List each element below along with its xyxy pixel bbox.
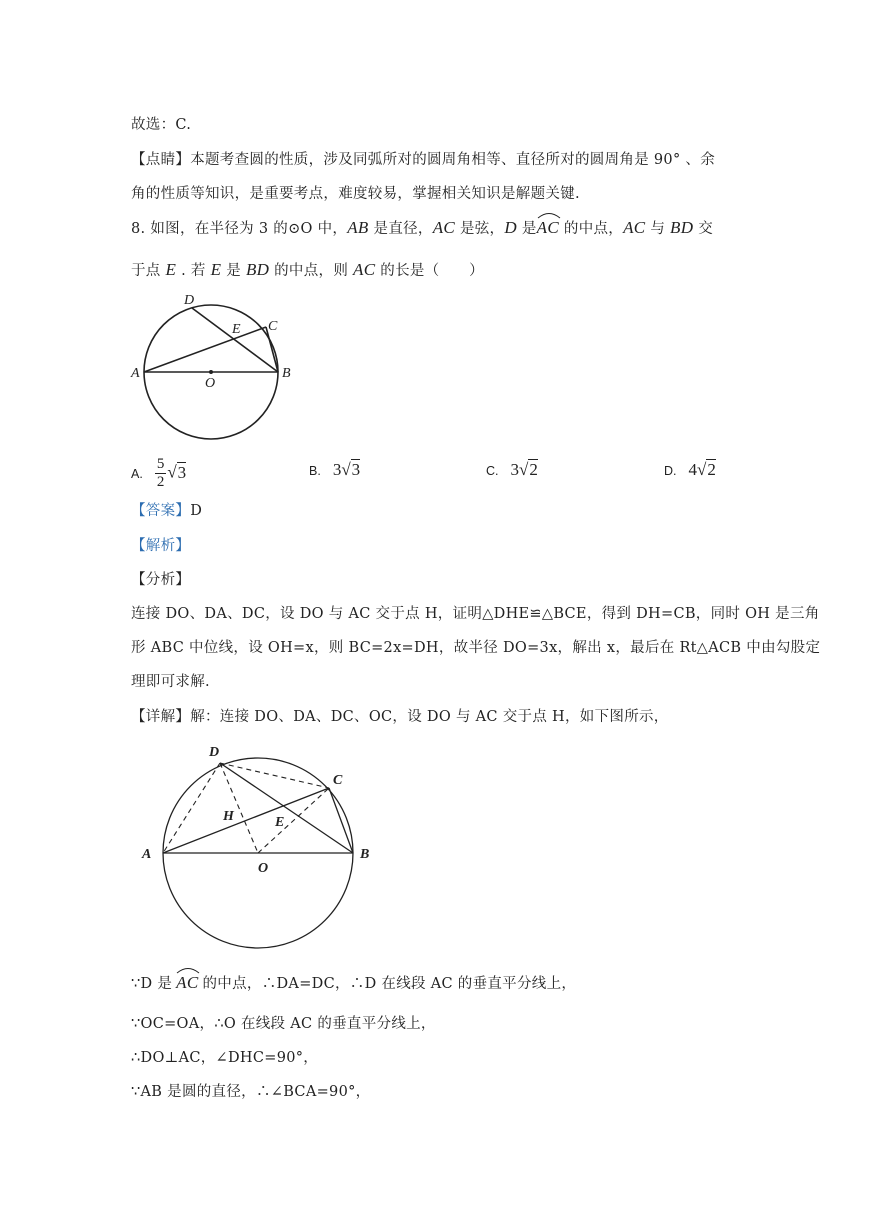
math-var: AC: [432, 218, 456, 237]
label-B: B: [360, 847, 370, 862]
math-var: AC: [536, 218, 559, 237]
math-var: D: [504, 218, 517, 237]
text: 的长是（ ）: [375, 263, 484, 279]
option-c[interactable]: [486, 460, 538, 480]
math-var: AC: [176, 973, 199, 992]
option-a[interactable]: [131, 456, 186, 491]
math-var: AC: [353, 260, 376, 279]
option-label: C.: [486, 464, 499, 478]
sqrt-sign: √: [519, 460, 529, 479]
text: 与: [645, 221, 671, 237]
text: . 若: [176, 263, 211, 279]
answer-tag: 【答案】: [131, 503, 191, 519]
math-var: AC: [623, 218, 646, 237]
math-var: BD: [245, 260, 270, 279]
sqrt-sign: √: [341, 460, 351, 479]
option-b[interactable]: [309, 460, 360, 480]
text: 是弦，: [455, 221, 505, 237]
label-O: O: [258, 861, 269, 876]
sqrt-sign: √: [167, 462, 177, 482]
question-8-line-1: [131, 217, 713, 238]
analysis-tag: 【解析】: [131, 538, 191, 554]
geometry-figure-1: [128, 290, 308, 450]
coefficient: 4: [688, 460, 697, 479]
text-line: 角的性质等知识，是重要考点，难度较易，掌握相关知识是解题关键.: [131, 186, 580, 202]
label-E: E: [232, 322, 241, 337]
radicand: 2: [529, 460, 538, 479]
math-var: E: [165, 260, 177, 279]
label-O: O: [205, 376, 216, 391]
text-line: 形 ABC 中位线，设 OH=x，则 BC=2x=DH，故半径 DO=3x，解出 x，最后在 Rt△ACB 中由勾股定: [131, 640, 821, 656]
option-d[interactable]: [664, 460, 716, 480]
math-var: BD: [670, 218, 694, 237]
step-line: ∴DO⊥AC，∠DHC=90°，: [131, 1050, 319, 1066]
sqrt-sign: √: [697, 460, 707, 479]
numerator: 5: [156, 456, 165, 472]
label-C: C: [333, 773, 343, 788]
step-line: ∵OC=OA，∴O 在线段 AC 的垂直平分线上，: [131, 1016, 436, 1032]
label-A: A: [142, 847, 152, 862]
text: 于点: [131, 263, 166, 279]
text: 8. 如图，在半径为 3 的⊙O 中，: [131, 221, 348, 237]
text: 的中点，: [558, 221, 624, 237]
label-E: E: [275, 815, 285, 830]
text: 是直径，: [368, 221, 433, 237]
text: 交: [693, 221, 714, 237]
coefficient: 3: [510, 460, 519, 479]
answer-line: [131, 499, 202, 520]
option-label: A.: [131, 466, 143, 481]
radicand: 3: [351, 460, 361, 479]
detail-line: 【详解】解：连接 DO、DA、DC、OC，设 DO 与 AC 交于点 H，如下图所示，: [131, 709, 669, 725]
arc-notation: [537, 218, 559, 238]
math-var: AB: [347, 218, 369, 237]
text-line: 理即可求解.: [131, 674, 210, 690]
label-B: B: [282, 366, 291, 381]
option-label: B.: [309, 464, 321, 478]
step-line: [131, 972, 576, 993]
geometry-figure-2: [138, 738, 378, 953]
radicand: 2: [707, 460, 716, 479]
text-line: 连接 DO、DA、DC，设 DO 与 AC 交于点 H，证明△DHE≌△BCE，得到 DH=CB，同时 OH 是三角: [131, 606, 820, 622]
arc-notation: [176, 973, 198, 993]
label-D: D: [184, 293, 195, 308]
denominator: 2: [156, 474, 165, 490]
radicand: 3: [177, 462, 187, 482]
text-line: 故选：C.: [131, 117, 192, 133]
answer-value: D: [190, 503, 203, 519]
text: 是: [516, 221, 537, 237]
fraction: [155, 456, 167, 491]
math-var: E: [210, 260, 222, 279]
text: ∵D 是: [131, 976, 173, 992]
question-8-line-2: [131, 259, 484, 280]
coefficient: 3: [332, 460, 342, 479]
text: 的中点，则: [269, 263, 354, 279]
option-label: D.: [664, 464, 677, 478]
step-line: ∵AB 是圆的直径，∴∠BCA=90°，: [131, 1084, 371, 1100]
fenxi-tag: 【分析】: [131, 572, 191, 588]
label-C: C: [268, 319, 278, 334]
label-A: A: [131, 366, 140, 381]
text: 是: [221, 263, 246, 279]
label-H: H: [223, 809, 234, 824]
text-line: 【点睛】本题考查圆的性质，涉及同弧所对的圆周角相等、直径所对的圆周角是 90° 、余: [131, 152, 716, 168]
text: 的中点，∴DA=DC，∴D 在线段 AC 的垂直平分线上，: [202, 976, 577, 992]
label-D: D: [209, 745, 220, 760]
